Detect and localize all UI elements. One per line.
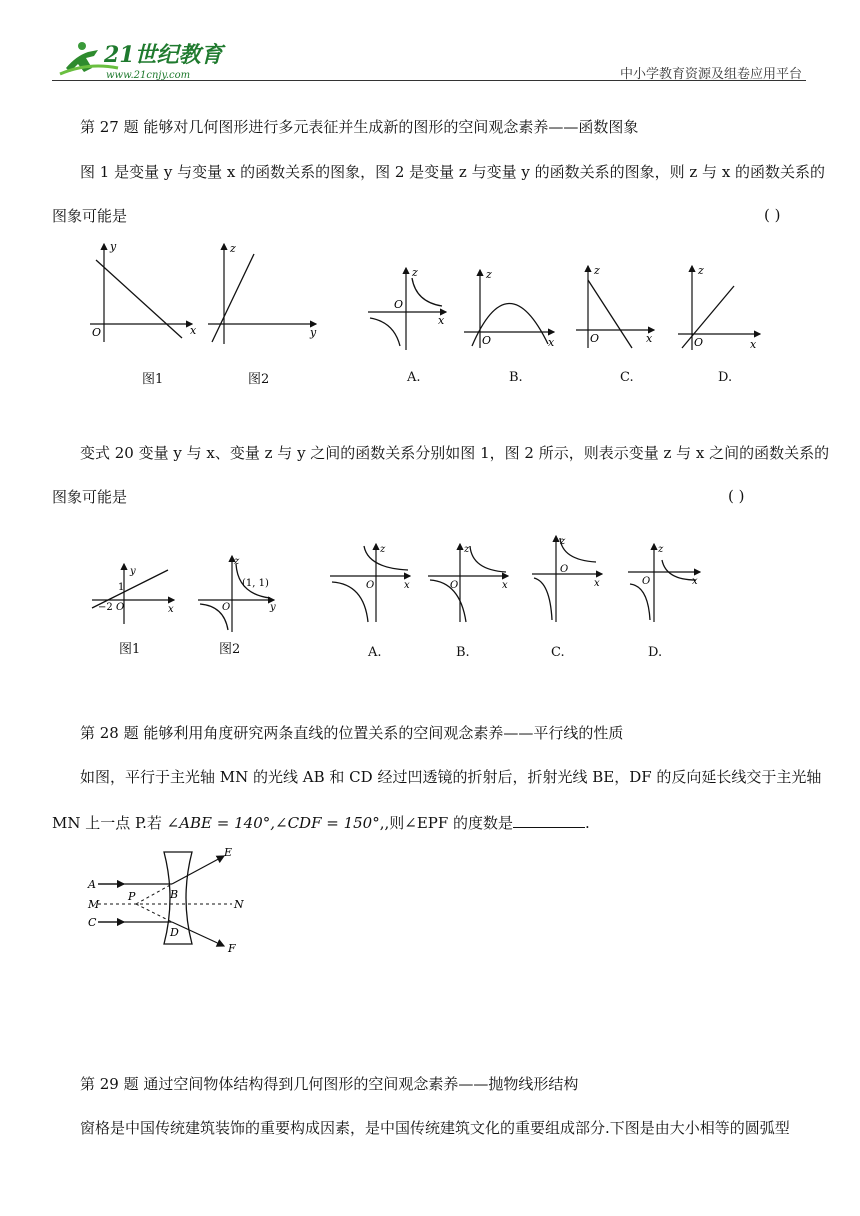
v20-fig2-caption: 图2 <box>219 642 241 657</box>
svg-text:z: z <box>594 264 600 277</box>
v20-fig2-point: (1, 1) <box>242 578 269 589</box>
v20-option-b-graph <box>426 540 512 624</box>
svg-text:B: B <box>170 888 179 901</box>
svg-text:O: O <box>694 336 704 349</box>
svg-text:x: x <box>438 314 445 327</box>
q28-line1: 如图，平行于主光轴 MN 的光线 AB 和 CD 经过凹透镜的折射后，折射光线 BE，DF 的反向延长线交于主光轴 <box>80 768 822 786</box>
svg-text:F: F <box>228 942 236 954</box>
svg-text:D: D <box>170 926 179 939</box>
v20-line1: 变式 20 变量 y 与 x、变量 z 与 y 之间的函数关系分别如图 1，图 2 所示，则表示变量 z 与 x 之间的函数关系的 <box>80 444 830 462</box>
site-logo <box>58 38 233 82</box>
q28-line2: MN 上一点 P.若 ∠ABE = 140°,∠CDF = 150°,,则∠EPF 的度数是 . <box>52 814 590 832</box>
q28-angle-expression: ∠ABE = 140°,∠CDF = 150° <box>166 814 380 832</box>
v20-fig1-label-neg2: −2 <box>98 602 113 613</box>
svg-text:z: z <box>486 268 492 281</box>
svg-text:z: z <box>234 556 240 567</box>
svg-text:z: z <box>412 266 418 279</box>
svg-text:x: x <box>548 336 555 349</box>
svg-text:O: O <box>366 580 375 591</box>
svg-text:O: O <box>92 326 102 339</box>
svg-text:z: z <box>464 544 470 555</box>
q27-figure-1 <box>88 238 200 346</box>
q28-answer-blank[interactable] <box>513 813 585 828</box>
svg-text:x: x <box>502 580 508 591</box>
svg-text:M: M <box>88 898 100 911</box>
svg-text:x: x <box>750 338 757 351</box>
svg-text:C: C <box>88 916 97 929</box>
svg-text:O: O <box>642 576 651 587</box>
svg-text:O: O <box>394 298 404 311</box>
svg-text:O: O <box>222 602 231 613</box>
svg-text:O: O <box>482 334 492 347</box>
q27-option-d: D. <box>718 370 733 385</box>
q27-fig2-caption: 图2 <box>248 372 270 387</box>
svg-text:N: N <box>234 898 244 911</box>
header-divider <box>52 80 806 81</box>
svg-text:z: z <box>560 536 566 547</box>
svg-text:x: x <box>404 580 410 591</box>
q27-option-b: B. <box>509 370 523 385</box>
q27-option-c-graph <box>574 262 658 352</box>
v20-option-b: B. <box>456 645 470 660</box>
logo-text: 21世纪教育 <box>104 42 223 68</box>
v20-fig1-caption: 图1 <box>119 642 141 657</box>
svg-text:x: x <box>692 576 698 587</box>
q27-option-a: A. <box>407 370 421 385</box>
q27-fig1-caption: 图1 <box>142 372 164 387</box>
svg-text:O: O <box>450 580 459 591</box>
v20-option-d: D. <box>648 645 663 660</box>
v20-fig1-label-1: 1 <box>118 582 125 593</box>
v20-option-d-graph <box>626 540 704 624</box>
q29-title: 第 29 题 通过空间物体结构得到几何图形的空间观念素养——抛物线形结构 <box>80 1075 579 1093</box>
svg-text:z: z <box>698 264 704 277</box>
v20-option-a: A. <box>368 645 382 660</box>
svg-text:z: z <box>658 544 664 555</box>
v20-option-a-graph <box>328 540 414 624</box>
v20-line2: 图象可能是 <box>52 488 128 506</box>
q27-title: 第 27 题 能够对几何图形进行多元表征并生成新的图形的空间观念素养——函数图象 <box>80 118 639 136</box>
q28-lens-diagram <box>84 842 254 954</box>
svg-text:A: A <box>88 878 96 891</box>
svg-text:y: y <box>310 326 317 339</box>
svg-text:z: z <box>380 544 386 555</box>
q27-line2: 图象可能是 <box>52 207 128 225</box>
svg-text:P: P <box>128 890 136 903</box>
q27-answer-paren: ( ) <box>764 206 781 224</box>
svg-text:x: x <box>190 324 197 337</box>
v20-figure-2 <box>196 552 282 634</box>
q27-option-d-graph <box>676 262 764 352</box>
q27-option-a-graph <box>366 262 450 352</box>
q29-line1: 窗格是中国传统建筑装饰的重要构成因素，是中国传统建筑文化的重要组成部分.下图是由大小相等的圆弧型 <box>80 1119 790 1137</box>
svg-text:E: E <box>224 846 233 859</box>
v20-answer-paren: ( ) <box>728 487 745 505</box>
svg-text:y: y <box>270 602 276 613</box>
q27-option-c: C. <box>620 370 634 385</box>
svg-text:O: O <box>560 564 569 575</box>
platform-name: 中小学教育资源及组卷应用平台 <box>619 67 802 82</box>
svg-text:x: x <box>168 604 174 615</box>
svg-text:z: z <box>230 242 236 255</box>
svg-text:O: O <box>590 332 600 345</box>
svg-text:x: x <box>646 332 653 345</box>
svg-text:x: x <box>594 578 600 589</box>
svg-text:y: y <box>110 240 117 253</box>
q27-line1: 图 1 是变量 y 与变量 x 的函数关系的图象，图 2 是变量 z 与变量 y 的函数关系的图象，则 z 与 x 的函数关系的 <box>80 163 826 181</box>
v20-option-c: C. <box>551 645 565 660</box>
logo-url: www.21cnjy.com <box>106 70 191 81</box>
svg-text:O: O <box>116 602 125 613</box>
q28-title: 第 28 题 能够利用角度研究两条直线的位置关系的空间观念素养——平行线的性质 <box>80 724 624 742</box>
q27-option-b-graph <box>462 266 558 350</box>
svg-text:y: y <box>130 566 136 577</box>
q27-figure-2 <box>204 238 322 346</box>
v20-option-c-graph <box>530 532 606 624</box>
v20-figure-1 <box>88 560 184 626</box>
